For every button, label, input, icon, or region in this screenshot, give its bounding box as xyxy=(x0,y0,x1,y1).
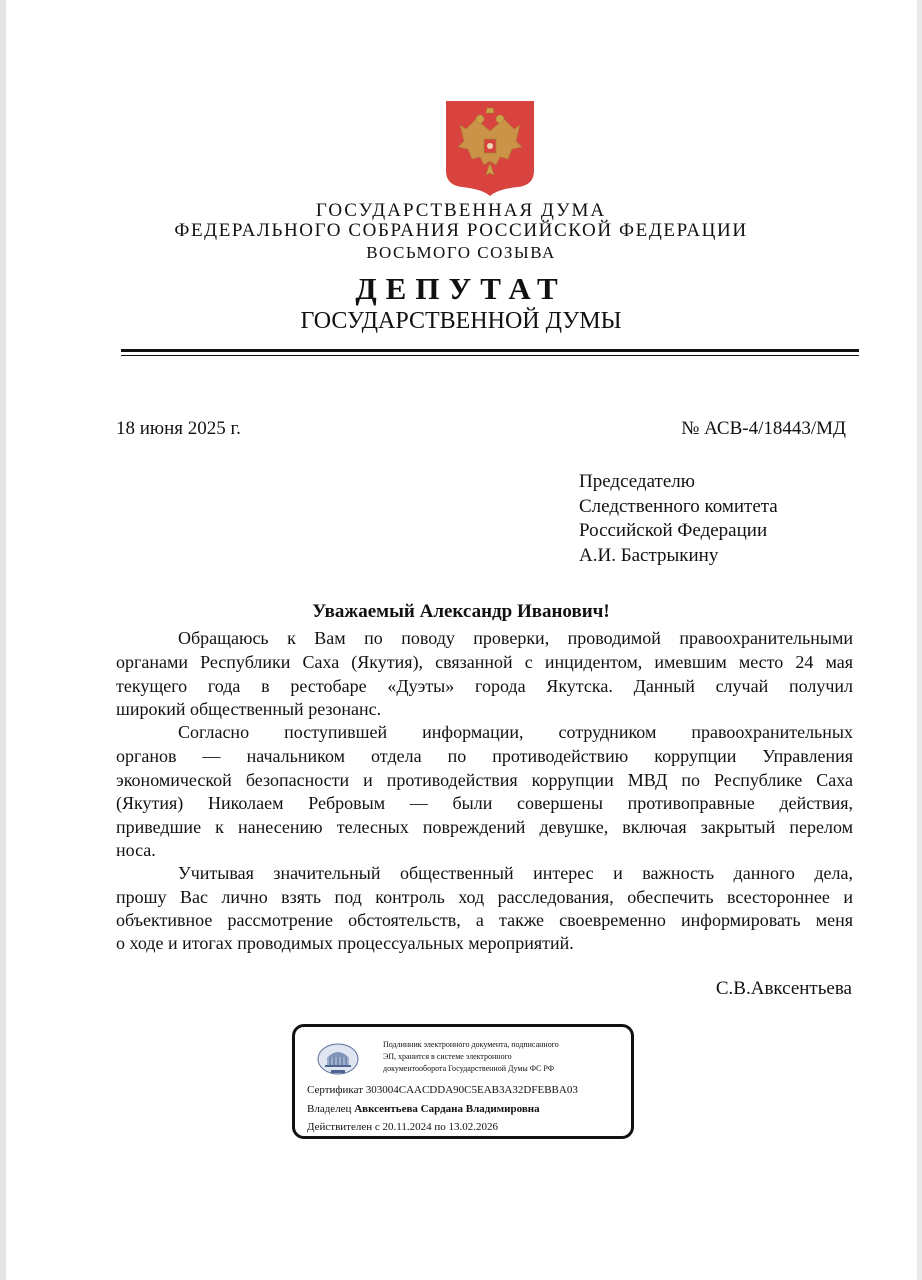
addressee-line: Российской Федерации xyxy=(579,520,768,541)
stamp-note-line: Подлинник электронного документа, подписанного xyxy=(383,1040,559,1049)
valid-to-date: 13.02.2026 xyxy=(448,1121,498,1133)
coat-of-arms-emblem xyxy=(446,101,534,196)
scan-edge-right xyxy=(917,0,922,1280)
valid-label: Действителен xyxy=(307,1121,373,1133)
validity-row xyxy=(307,1121,498,1133)
valid-from-prefix: с xyxy=(374,1121,380,1133)
body-line: экономической безопасности и противодействия коррупции МВД по Республике Саха xyxy=(116,770,853,790)
body-line: органами Республики Саха (Якутия), связанной с инцидентом, имевшим место 24 мая xyxy=(116,652,853,672)
body-line: носа. xyxy=(116,840,156,860)
certificate-label: Сертификат xyxy=(307,1084,363,1096)
stamp-note-line: ЭП, хранится в системе электронного xyxy=(383,1052,512,1061)
greeting: Уважаемый Александр Иванович! xyxy=(312,601,610,622)
valid-to-prefix: по xyxy=(434,1121,446,1133)
body-line: объективное рассмотрение обстоятельств, а также своевременно информировать меня xyxy=(116,910,853,930)
body-line: текущего года в рестобаре «Дуэты» города Якутска. Данный случай получил xyxy=(116,676,853,696)
certificate-row xyxy=(307,1084,578,1096)
issuer-title: ГОСУДАРСТВЕННАЯ ДУМА xyxy=(315,200,607,221)
certificate-value: 303004CAACDDA90C5EAB3A32DFEBBA03 xyxy=(365,1084,578,1096)
scan-edge-left xyxy=(0,0,6,1280)
owner-label: Владелец xyxy=(307,1103,352,1115)
letter-number: № АСВ-4/18443/МД xyxy=(681,418,846,439)
stamp-note-line: документооборота Государственной Думы ФС РФ xyxy=(383,1064,555,1073)
addressee-line: Следственного комитета xyxy=(579,496,778,517)
body-line: органов — начальником отдела по противодействию коррупции Управления xyxy=(116,746,853,766)
body-line: приведшие к нанесению телесных повреждений девушке, включая закрытый перелом xyxy=(116,817,853,837)
body-line: Учитывая значительный общественный интерес и важность данного дела, xyxy=(178,863,853,883)
body-line: о ходе и итогах проводимых процессуальных мероприятий. xyxy=(116,933,574,953)
header-divider-thin xyxy=(121,355,859,356)
body-line: широкий общественный резонанс. xyxy=(116,699,382,719)
header-divider-thick xyxy=(121,349,859,352)
letter-date: 18 июня 2025 г. xyxy=(116,418,241,439)
duma-building-icon xyxy=(316,1043,360,1077)
owner-value: Авксентьева Сардана Владимировна xyxy=(354,1103,540,1115)
deputy-subheading: ГОСУДАРСТВЕННОЙ ДУМЫ xyxy=(300,308,622,334)
valid-from-date: 20.11.2024 xyxy=(382,1121,432,1133)
signature: С.В.Авксентьева xyxy=(715,978,852,999)
addressee-line: Председателю xyxy=(579,471,695,492)
issuer-federal-assembly: ФЕДЕРАЛЬНОГО СОБРАНИЯ РОССИЙСКОЙ ФЕДЕРАЦИИ xyxy=(174,220,748,241)
owner-row xyxy=(307,1103,540,1115)
body-line: Согласно поступившей информации, сотрудником правоохранительных xyxy=(178,722,853,742)
body-line: прошу Вас лично взять под контроль ход расследования, обеспечить всестороннее и xyxy=(116,887,853,907)
issuer-convocation: ВОСЬМОГО СОЗЫВА xyxy=(366,243,556,262)
e-signature-stamp xyxy=(292,1024,634,1139)
addressee-line: А.И. Бастрыкину xyxy=(579,545,719,566)
deputy-heading: ДЕПУТАТ xyxy=(355,271,567,306)
body-line: Обращаюсь к Вам по поводу проверки, проводимой правоохранительными xyxy=(178,628,853,648)
body-line: (Якутия) Николаем Ребровым — были совершены противоправные действия, xyxy=(116,793,853,813)
